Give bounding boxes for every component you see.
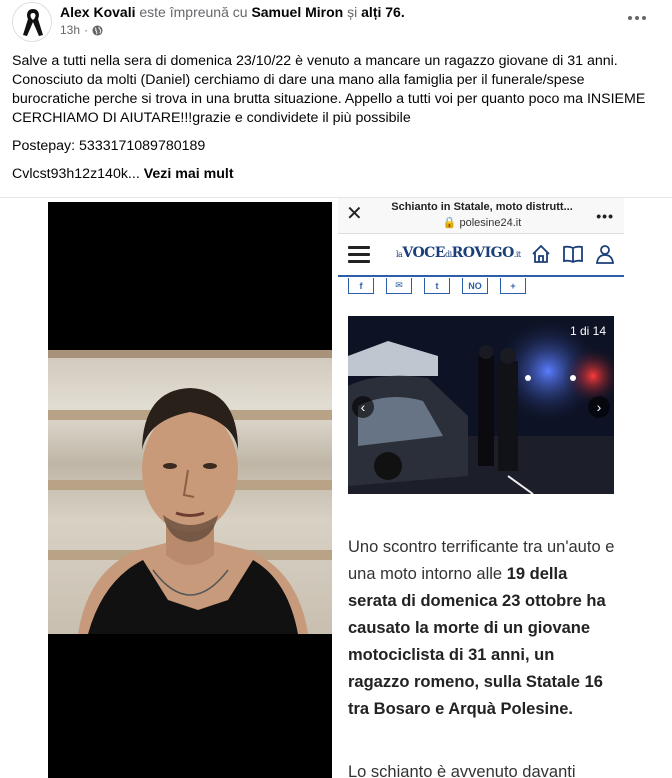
globe-icon [92,25,103,36]
more-options-button[interactable] [624,8,650,28]
dot-icon [628,16,632,20]
portrait [48,350,332,634]
twitter-icon: t [424,278,450,294]
post-header [0,0,672,44]
others-count: alți 76 [361,4,401,20]
author-avatar[interactable] [12,2,52,42]
post-body [12,52,662,193]
post-time[interactable]: 13h [60,23,81,37]
home-icon [530,243,552,265]
url-text: polesine24.it [459,217,522,229]
more-icon: ••• [596,208,614,224]
facebook-icon: f [348,278,374,294]
dot-icon [642,16,646,20]
no-button: NO [462,278,488,294]
book-icon [562,243,584,265]
tagged-others[interactable]: alți 76. [361,4,405,20]
next-arrow-icon: › [588,396,610,418]
user-icon [594,243,616,265]
site-logo: laVOCEdiROVIGO.it [396,245,521,261]
article-url: 🔒 polesine24.it [442,217,522,229]
browser-top-bar [338,198,624,234]
night-scene-illustration [348,316,614,494]
post-truncated [12,165,662,184]
article-photo [348,316,614,494]
plus-icon: + [500,278,526,294]
truncated-text: Cvlcst93h12z140k... [12,166,140,182]
share-buttons [348,278,526,294]
portrait-illustration [48,350,332,634]
mourning-ribbon-icon [13,3,52,42]
close-icon: ✕ [346,203,363,225]
site-icons [530,243,616,265]
see-more-link[interactable]: Vezi mai mult [143,166,234,182]
author-line [60,3,405,21]
and-text: și [347,4,358,20]
with-text: este împreună cu [139,4,248,20]
site-nav [338,235,624,277]
post-meta: 13h · [60,23,103,37]
post-paragraph: Salve a tutti nella sera di domenica 23/10/22 è venuto a mancare un ragazzo giovane di 31 anni. Conosciuto da molti (Daniel) cerchiamo di dare una mano alla famiglia per il funerale/spese burocratiche perche si trova in una brutta situazione. Appello a tutti voi per quanto poco ma INSIEME CERCHIAMO DI AIUTARE!!!grazie e condividete il più possibile [12,53,646,126]
email-icon: ✉ [386,278,412,294]
tagged-person[interactable]: Samuel Miron [251,4,344,20]
menu-icon [348,246,370,264]
article-title: Schianto in Statale, moto distrutt... [391,201,573,213]
article-text: Uno scontro terrificante tra un'auto e una moto intorno alle 19 della serata di domenica 23 ottobre ha causato la morte di un giovane motociclista di 31 anni, un ragazzo romeno, sulla Statale 16 tra Bosaro e Arquà Polesine. [348,538,615,718]
gallery-counter: 1 di 14 [569,324,606,338]
post-payment: Postepay: 5333171089780189 [12,138,206,154]
author-name[interactable]: Alex Kovali [60,4,136,20]
article-screenshot [338,198,624,778]
dot-icon [635,16,639,20]
article-text-continued: Lo schianto è avvenuto davanti [348,763,576,778]
prev-arrow-icon: ‹ [352,396,374,418]
post-media[interactable] [0,198,672,778]
person-photo[interactable] [48,202,332,778]
